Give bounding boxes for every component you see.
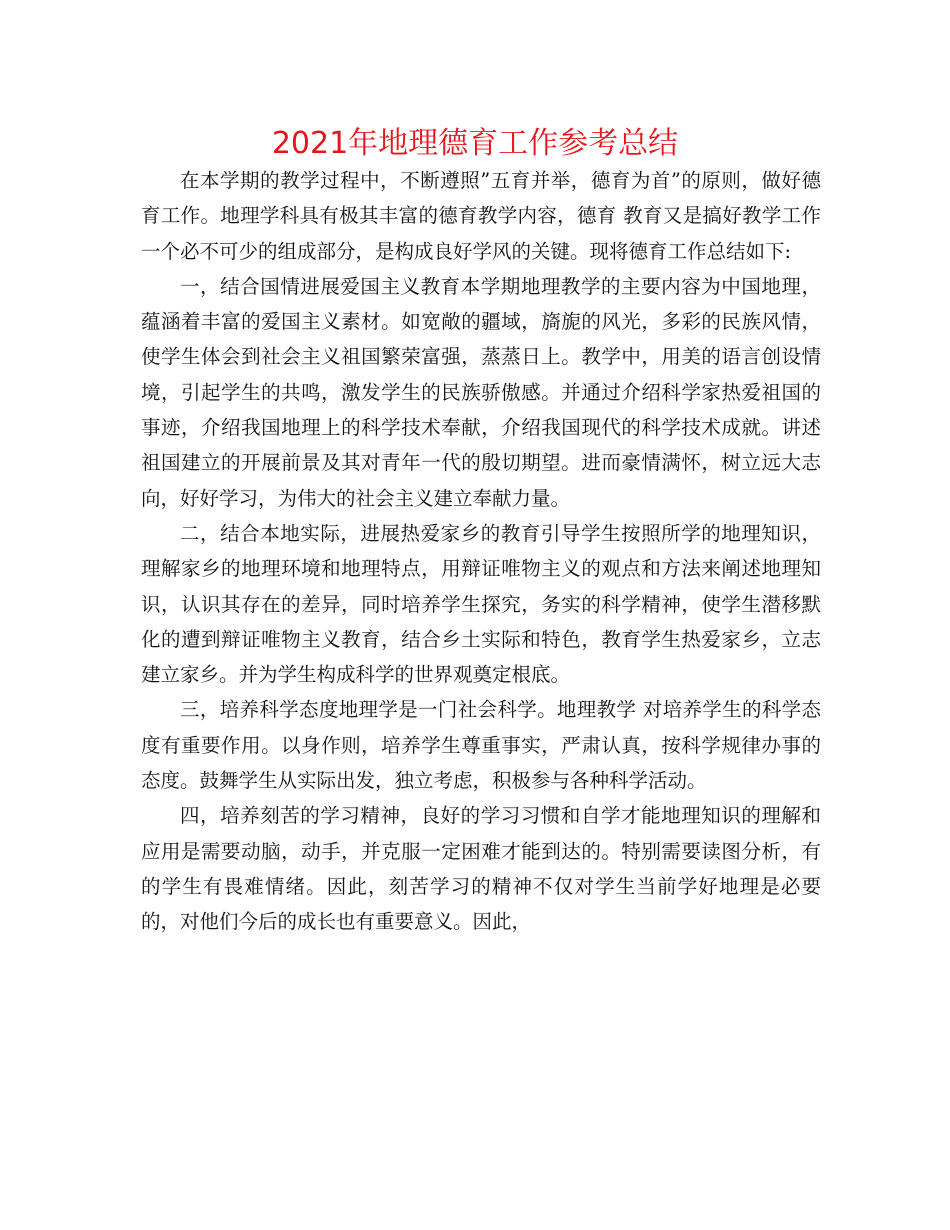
paragraph-three: 三，培养科学态度地理学是一门社会科学。地理教学 对培养学生的科学态度有重要作用。以身作则，培养学生尊重事实，严肃认真，按科学规律办事的态度。鼓舞学生从实际出发，独立考虑，积极参与各种科学活动。 [141, 698, 821, 793]
paragraph-one: 一，结合国情进展爱国主义教育本学期地理教学的主要内容为中国地理，蕴涵着丰富的爱国主义素材。如宽敞的疆域，旖旎的风光，多彩的民族风情，使学生体会到社会主义祖国繁荣富强，蒸蒸日上。教学中，用美的语言创设情境，引起学生的共鸣，激发学生的民族骄傲感。并通过介绍科学家热爱祖国的事迹，介绍我国地理上的科学技术奉献，介绍我国现代的科学技术成就。讲述祖国建立的开展前景及其对青年一代的殷切期望。进而豪情满怀，树立远大志向，好好学习，为伟大的社会主义建立奉献力量。 [141, 274, 821, 510]
page-title: 2021年地理德育工作参考总结 [271, 126, 679, 161]
paragraph-two: 二，结合本地实际，进展热爱家乡的教育引导学生按照所学的地理知识，理解家乡的地理环境和地理特点，用辩证唯物主义的观点和方法来阐述地理知识，认识其存在的差异，同时培养学生探究，务实的科学精神，使学生潜移默化的遭到辩证唯物主义教育，结合乡土实际和特色，教育学生热爱家乡，立志建立家乡。并为学生构成科学的世界观奠定根底。 [141, 521, 821, 687]
paragraph-four: 四，培养刻苦的学习精神，良好的学习习惯和自学才能地理知识的理解和应用是需要动脑，动手，并克服一定困难才能到达的。特别需要读图分析，有的学生有畏难情绪。因此，刻苦学习的精神不仅对学生当前学好地理是必要的，对他们今后的成长也有重要意义。因此， [141, 804, 821, 934]
paragraph-intro: 在本学期的教学过程中，不断遵照”五育并举，德育为首”的原则，做好德育工作。地理学科具有极其丰富的德育教学内容，德育 教育又是搞好教学工作一个必不可少的组成部分，是构成良好学风的关键。现将德育工作总结如下: [141, 169, 821, 263]
document-body [141, 163, 821, 940]
